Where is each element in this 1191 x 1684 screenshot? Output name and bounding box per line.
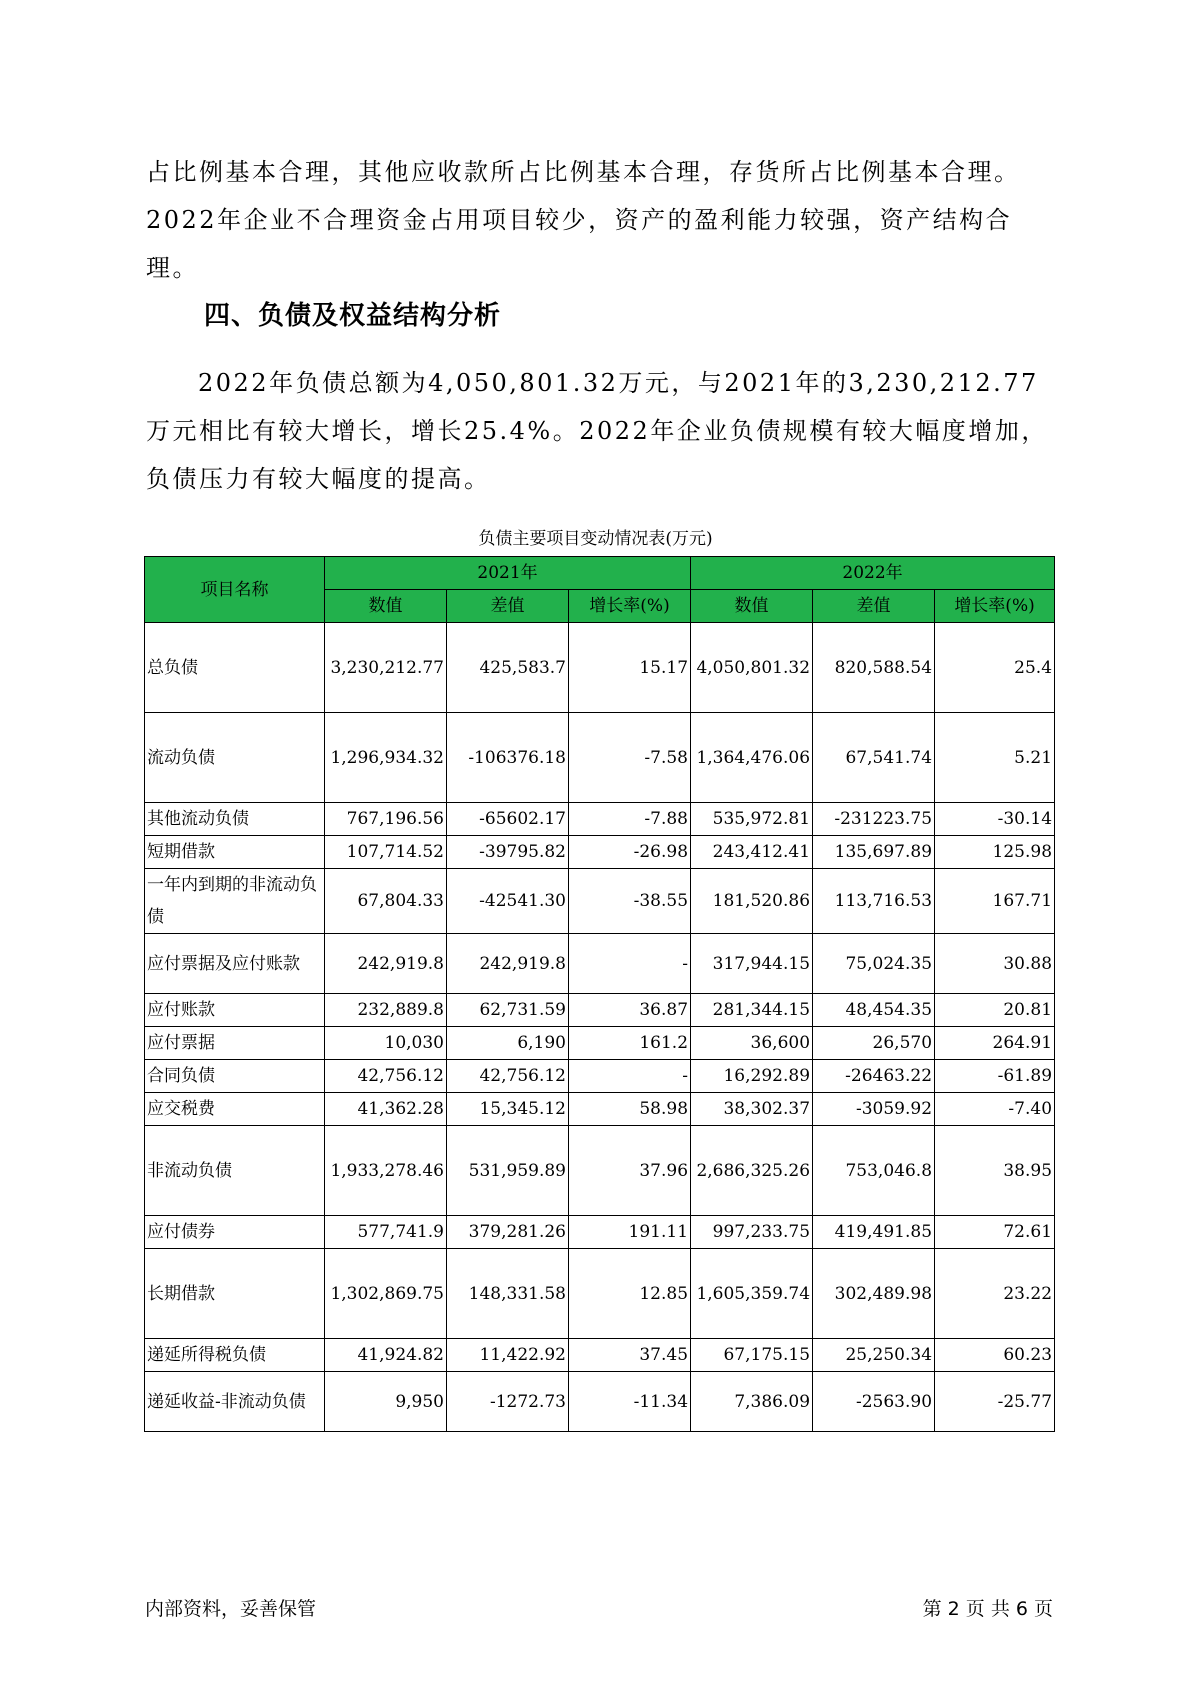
- row-cell: 419,491.85: [813, 1216, 935, 1249]
- row-cell: 6,190: [447, 1027, 569, 1060]
- row-cell: -7.40: [935, 1093, 1055, 1126]
- row-cell: 167.71: [935, 869, 1055, 934]
- table-row: [145, 934, 1055, 994]
- row-cell: 25,250.34: [813, 1339, 935, 1372]
- row-cell: 243,412.41: [691, 836, 813, 869]
- table-caption: 负债主要项目变动情况表(万元): [478, 529, 713, 549]
- header-growth: 增长率(%): [935, 590, 1055, 623]
- row-cell: 767,196.56: [325, 803, 447, 836]
- row-cell: 26,570: [813, 1027, 935, 1060]
- row-cell: 7,386.09: [691, 1372, 813, 1432]
- header-value: 数值: [325, 590, 447, 623]
- row-cell: 242,919.8: [325, 934, 447, 994]
- row-cell: 38.95: [935, 1126, 1055, 1216]
- table-row: [145, 836, 1055, 869]
- row-cell: 181,520.86: [691, 869, 813, 934]
- row-cell: 15.17: [569, 623, 691, 713]
- table-row: [145, 1216, 1055, 1249]
- row-cell: 20.81: [935, 994, 1055, 1027]
- row-cell: -39795.82: [447, 836, 569, 869]
- row-item-name: 应付债券: [145, 1216, 325, 1249]
- row-cell: 60.23: [935, 1339, 1055, 1372]
- table-row: [145, 803, 1055, 836]
- row-cell: -7.88: [569, 803, 691, 836]
- header-year-2022: 2022年: [691, 557, 1055, 590]
- row-item-name: 合同负债: [145, 1060, 325, 1093]
- row-cell: 15,345.12: [447, 1093, 569, 1126]
- row-cell: 125.98: [935, 836, 1055, 869]
- row-cell: 10,030: [325, 1027, 447, 1060]
- row-cell: 531,959.89: [447, 1126, 569, 1216]
- row-cell: 242,919.8: [447, 934, 569, 994]
- table-body: [145, 623, 1055, 1432]
- row-cell: 135,697.89: [813, 836, 935, 869]
- row-item-name: 递延所得税负债: [145, 1339, 325, 1372]
- row-cell: 264.91: [935, 1027, 1055, 1060]
- row-cell: 41,924.82: [325, 1339, 447, 1372]
- row-item-name: 应付票据: [145, 1027, 325, 1060]
- table-row: [145, 1372, 1055, 1432]
- row-cell: -: [569, 934, 691, 994]
- row-item-name: 递延收益-非流动负债: [145, 1372, 325, 1432]
- row-cell: -3059.92: [813, 1093, 935, 1126]
- row-cell: 37.96: [569, 1126, 691, 1216]
- row-cell: 42,756.12: [447, 1060, 569, 1093]
- row-cell: 1,933,278.46: [325, 1126, 447, 1216]
- table-row: [145, 994, 1055, 1027]
- row-item-name: 应交税费: [145, 1093, 325, 1126]
- row-cell: -26.98: [569, 836, 691, 869]
- row-cell: 577,741.9: [325, 1216, 447, 1249]
- row-cell: -25.77: [935, 1372, 1055, 1432]
- table-row: [145, 1126, 1055, 1216]
- table-row: [145, 1027, 1055, 1060]
- row-cell: -106376.18: [447, 713, 569, 803]
- row-cell: -11.34: [569, 1372, 691, 1432]
- row-cell: 38,302.37: [691, 1093, 813, 1126]
- row-item-name: 非流动负债: [145, 1126, 325, 1216]
- row-item-name: 长期借款: [145, 1249, 325, 1339]
- row-cell: -65602.17: [447, 803, 569, 836]
- row-cell: 75,024.35: [813, 934, 935, 994]
- paragraph-asset-summary: 占比例基本合理，其他应收款所占比例基本合理，存货所占比例基本合理。2022年企业不合理资金占用项目较少，资产的盈利能力较强，资产结构合理。: [146, 158, 1021, 282]
- row-cell: 997,233.75: [691, 1216, 813, 1249]
- footer-confidential: 内部资料，妥善保管: [145, 1598, 317, 1620]
- row-cell: 820,588.54: [813, 623, 935, 713]
- row-cell: -42541.30: [447, 869, 569, 934]
- row-cell: -7.58: [569, 713, 691, 803]
- row-cell: 107,714.52: [325, 836, 447, 869]
- row-item-name: 应付账款: [145, 994, 325, 1027]
- row-cell: 42,756.12: [325, 1060, 447, 1093]
- row-cell: 72.61: [935, 1216, 1055, 1249]
- footer-page-number: 第 2 页 共 6 页: [922, 1598, 1053, 1620]
- paragraph-liability-summary: 2022年负债总额为4,050,801.32万元，与2021年的3,230,212.77万元相比有较大增长，增长25.4%。2022年企业负债规模有较大幅度增加，负债压力有较大幅度的提高。: [146, 369, 1048, 493]
- row-item-name: 流动负债: [145, 713, 325, 803]
- row-cell: 232,889.8: [325, 994, 447, 1027]
- row-cell: 281,344.15: [691, 994, 813, 1027]
- row-cell: -: [569, 1060, 691, 1093]
- header-item-name: 项目名称: [145, 557, 325, 623]
- row-cell: 1,302,869.75: [325, 1249, 447, 1339]
- header-year-2021: 2021年: [325, 557, 691, 590]
- row-cell: 317,944.15: [691, 934, 813, 994]
- row-cell: 37.45: [569, 1339, 691, 1372]
- row-cell: 148,331.58: [447, 1249, 569, 1339]
- row-cell: 425,583.7: [447, 623, 569, 713]
- row-cell: -1272.73: [447, 1372, 569, 1432]
- table-header: [145, 557, 1055, 623]
- table-row: [145, 1339, 1055, 1372]
- row-cell: 12.85: [569, 1249, 691, 1339]
- table-row: [145, 1093, 1055, 1126]
- row-cell: 23.22: [935, 1249, 1055, 1339]
- row-item-name: 一年内到期的非流动负债: [145, 869, 325, 934]
- table-row: [145, 869, 1055, 934]
- row-cell: 11,422.92: [447, 1339, 569, 1372]
- row-cell: 48,454.35: [813, 994, 935, 1027]
- section-heading: 四、负债及权益结构分析: [204, 301, 502, 331]
- row-cell: 16,292.89: [691, 1060, 813, 1093]
- row-cell: -231223.75: [813, 803, 935, 836]
- row-cell: 113,716.53: [813, 869, 935, 934]
- row-cell: 67,541.74: [813, 713, 935, 803]
- row-cell: 58.98: [569, 1093, 691, 1126]
- row-cell: 1,296,934.32: [325, 713, 447, 803]
- row-cell: 67,175.15: [691, 1339, 813, 1372]
- table-row: [145, 1249, 1055, 1339]
- row-item-name: 短期借款: [145, 836, 325, 869]
- row-item-name: 其他流动负债: [145, 803, 325, 836]
- row-cell: 62,731.59: [447, 994, 569, 1027]
- row-cell: 4,050,801.32: [691, 623, 813, 713]
- row-cell: 36.87: [569, 994, 691, 1027]
- row-cell: 161.2: [569, 1027, 691, 1060]
- header-diff: 差值: [447, 590, 569, 623]
- row-cell: 25.4: [935, 623, 1055, 713]
- table-row: [145, 713, 1055, 803]
- row-cell: -38.55: [569, 869, 691, 934]
- row-cell: -30.14: [935, 803, 1055, 836]
- table-row: [145, 623, 1055, 713]
- row-item-name: 总负债: [145, 623, 325, 713]
- row-cell: 41,362.28: [325, 1093, 447, 1126]
- row-cell: -61.89: [935, 1060, 1055, 1093]
- row-cell: 36,600: [691, 1027, 813, 1060]
- liability-table: [144, 556, 1055, 1432]
- row-cell: 30.88: [935, 934, 1055, 994]
- row-cell: 1,364,476.06: [691, 713, 813, 803]
- row-item-name: 应付票据及应付账款: [145, 934, 325, 994]
- row-cell: 1,605,359.74: [691, 1249, 813, 1339]
- header-growth: 增长率(%): [569, 590, 691, 623]
- row-cell: 302,489.98: [813, 1249, 935, 1339]
- row-cell: 3,230,212.77: [325, 623, 447, 713]
- row-cell: 753,046.8: [813, 1126, 935, 1216]
- row-cell: 379,281.26: [447, 1216, 569, 1249]
- header-diff: 差值: [813, 590, 935, 623]
- row-cell: 2,686,325.26: [691, 1126, 813, 1216]
- row-cell: 67,804.33: [325, 869, 447, 934]
- row-cell: -26463.22: [813, 1060, 935, 1093]
- row-cell: 9,950: [325, 1372, 447, 1432]
- row-cell: -2563.90: [813, 1372, 935, 1432]
- row-cell: 191.11: [569, 1216, 691, 1249]
- header-value: 数值: [691, 590, 813, 623]
- row-cell: 535,972.81: [691, 803, 813, 836]
- table-row: [145, 1060, 1055, 1093]
- row-cell: 5.21: [935, 713, 1055, 803]
